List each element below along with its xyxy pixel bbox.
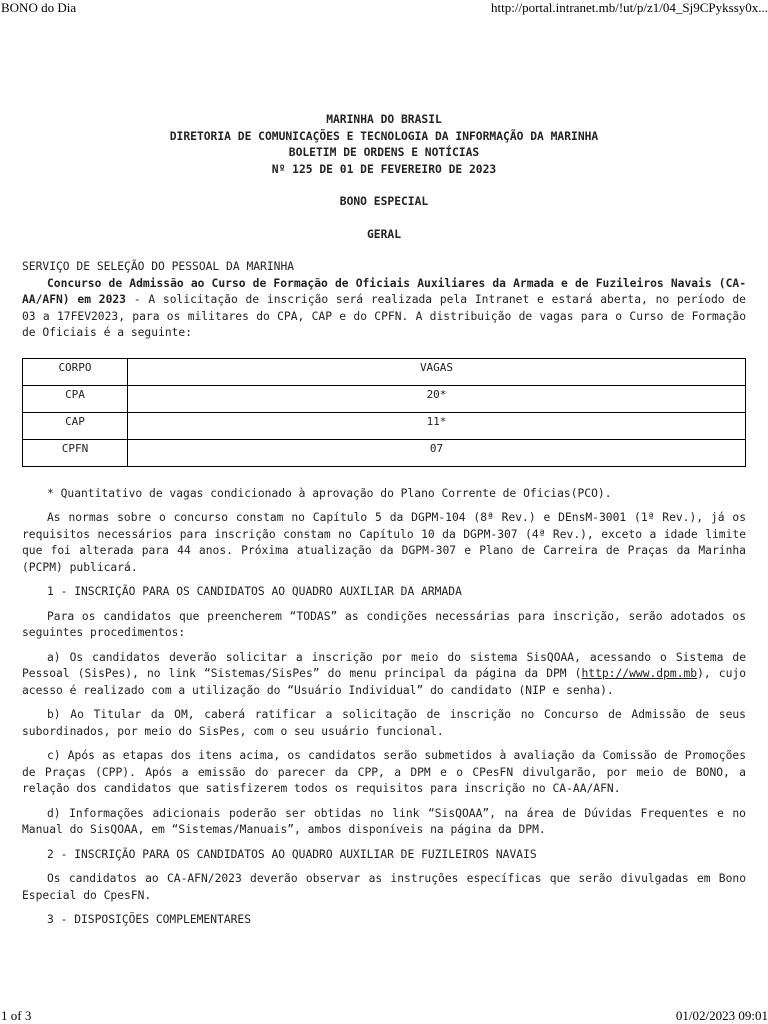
page-number: 1 of 3 — [1, 1008, 32, 1023]
table-row — [23, 385, 746, 412]
item-a-pre: a) Os candidatos deverão solicitar a inscrição por meio do sistema SisQOAA, acessando o Sistema de Pessoal (SisPes), no link “Sistemas/SisPes” do menu principal da página da DPM ( — [22, 650, 746, 680]
cell-corpo: CAP — [23, 412, 128, 439]
intro-bold: Concurso de Admissão ao Curso de Formação de Oficiais Auxiliares da Armada e de Fuzileiros Navais (CA-AA/AFN) em 2023 — [22, 276, 746, 306]
cell-vagas: 11* — [128, 412, 746, 439]
service-name: SERVIÇO DE SELEÇÃO DO PESSOAL DA MARINHA — [22, 260, 295, 273]
document-body — [22, 112, 746, 929]
vagas-note: * Quantitativo de vagas condicionado à aprovação do Plano Corrente de Oficias(PCO). — [47, 486, 612, 500]
item-b: b) Ao Titular da OM, caberá ratificar a solicitação de inscrição no Concurso de Admissão de seus subordinados, por meio do SisPes, com o seu usuário funcional. — [22, 708, 746, 738]
item-d: d) Informações adicionais poderão ser obtidas no link “SisQOAA”, na área de Dúvidas Frequentes e no Manual do SisQOAA, em “Sistemas/Manuais”, ambos disponíveis na página da DPM. — [22, 806, 746, 836]
cell-vagas: 07 — [128, 439, 746, 466]
item-a-post: ), cujo acesso é realizado com a utilização do “Usuário Individual” do candidato (NIP e senha). — [22, 667, 746, 697]
table-row — [23, 412, 746, 439]
vagas-table — [22, 358, 746, 467]
section-3-title: 3 - DISPOSIÇÕES COMPLEMENTARES — [47, 913, 252, 926]
item-a — [22, 650, 746, 700]
item-c: c) Após as etapas dos itens acima, os candidatos serão submetidos à avaliação da Comissão de Promoções de Praças (CPP). Após a emissão do parecer da CPP, a DPM e o CPesFN divulgarão, por meio de BONO, a relação dos candidatos que satisfizerem todos os requisitos para inscrição no CA-AA/AFN. — [22, 749, 746, 795]
table-header-row — [23, 358, 746, 385]
normas-paragraph: As normas sobre o concurso constam no Capítulo 5 da DGPM-104 (8ª Rev.) e DEnsM-3001 (1ª Rev.), já os requisitos necessários para inscrição constam no Capítulo 10 da DGPM-307 (4ª Rev.), exceto a idade limite que foi alterada para 44 anos. Próxima atualização da DGPM-307 e Plano de Carreira de Praças da Marinha (PCPM) publicará. — [22, 511, 746, 574]
col-header-vagas: VAGAS — [128, 358, 746, 385]
intro-text: - A solicitação de inscrição será realizada pela Intranet e estará aberta, no período de 03 a 17FEV2023, para os militares do CPA, CAP e do CPFN. A distribuição de vagas para o Curso de Formação de Oficiais é a seguinte: — [22, 293, 746, 339]
print-title: BONO do Dia — [1, 0, 77, 15]
header-line-1: MARINHA DO BRASIL — [326, 113, 442, 126]
print-url: http://portal.intranet.mb/!ut/p/z1/04_Sj9CPykssy0x... — [491, 0, 768, 15]
section-2-text: Os candidatos ao CA-AFN/2023 deverão observar as instruções específicas que serão divulgadas em Bono Especial do CpesFN. — [22, 872, 746, 902]
cell-vagas: 20* — [128, 385, 746, 412]
cell-corpo: CPFN — [23, 439, 128, 466]
table-row — [23, 439, 746, 466]
bono-title: BONO ESPECIAL — [339, 195, 429, 208]
geral-title: GERAL — [366, 227, 401, 241]
cell-corpo: CPA — [23, 385, 128, 412]
section-1-title: 1 - INSCRIÇÃO PARA OS CANDIDATOS AO QUADRO AUXILIAR DA ARMADA — [47, 585, 462, 598]
col-header-corpo: CORPO — [23, 358, 128, 385]
header-line-3: BOLETIM DE ORDENS E NOTÍCIAS — [288, 146, 480, 159]
header-line-4: Nº 125 DE 01 DE FEVEREIRO DE 2023 — [271, 162, 497, 176]
print-datetime: 01/02/2023 09:01 — [675, 1008, 768, 1023]
intro-paragraph — [22, 276, 746, 342]
section-2-title: 2 - INSCRIÇÃO PARA OS CANDIDATOS AO QUADRO AUXILIAR DE FUZILEIROS NAVAIS — [47, 847, 537, 861]
section-1-intro: Para os candidatos que preencherem “TODAS” as condições necessárias para inscrição, serão adotados os seguintes procedimentos: — [22, 609, 746, 639]
dpm-link[interactable]: http://www.dpm.mb — [581, 667, 698, 680]
header-line-2: DIRETORIA DE COMUNICAÇÕES E TECNOLOGIA DA INFORMAÇÃO DA MARINHA — [169, 129, 599, 143]
